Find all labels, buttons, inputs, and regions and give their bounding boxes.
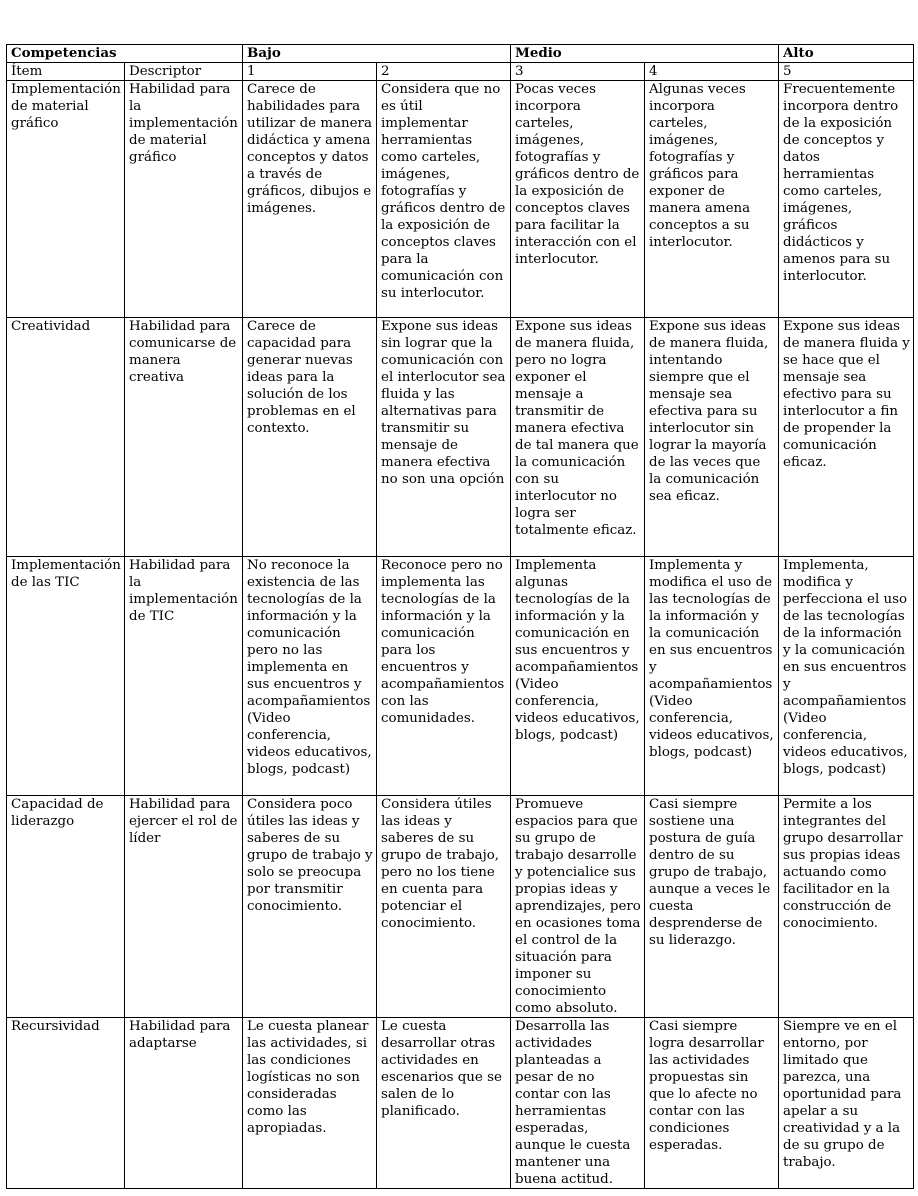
cell-item: Implementación de material gráfico xyxy=(7,81,125,318)
cell-level-2: Considera útiles las ideas y saberes de su grupo de trabajo, pero no los tiene en cuenta para potenciar el conocimiento. xyxy=(377,796,511,1018)
header-bajo: Bajo xyxy=(243,45,511,63)
subheader-level-5: 5 xyxy=(779,63,914,81)
cell-level-4: Casi siempre logra desarrollar las actividades propuestas sin que lo afecte no contar con las condiciones esperadas. xyxy=(645,1018,779,1189)
cell-level-3: Promueve espacios para que su grupo de trabajo desarrolle y potencialice sus propias ideas y aprendizajes, pero en ocasiones toma el control de la situación para imponer su conocimiento como absoluto. xyxy=(511,796,645,1018)
cell-level-1: Le cuesta planear las actividades, si las condiciones logísticas no son consideradas como las apropiadas. xyxy=(243,1018,377,1189)
header-medio: Medio xyxy=(511,45,779,63)
cell-level-1: Carece de capacidad para generar nuevas ideas para la solución de los problemas en el contexto. xyxy=(243,318,377,557)
subheader-level-4: 4 xyxy=(645,63,779,81)
cell-item: Creatividad xyxy=(7,318,125,557)
table-row xyxy=(7,1018,914,1189)
subheader-item: Ítem xyxy=(7,63,125,81)
cell-level-4: Algunas veces incorpora carteles, imágenes, fotografías y gráficos para exponer de manera amena conceptos a su interlocutor. xyxy=(645,81,779,318)
cell-descriptor: Habilidad para la implementación de TIC xyxy=(125,557,243,796)
cell-level-2: Reconoce pero no implementa las tecnologías de la información y la comunicación para los encuentros y acompañamientos con las comunidades. xyxy=(377,557,511,796)
cell-descriptor: Habilidad para comunicarse de manera creativa xyxy=(125,318,243,557)
header-row xyxy=(7,45,914,63)
header-alto: Alto xyxy=(779,45,914,63)
cell-level-1: Carece de habilidades para utilizar de manera didáctica y amena conceptos y datos a través de gráficos, dibujos e imágenes. xyxy=(243,81,377,318)
cell-level-4: Casi siempre sostiene una postura de guía dentro de su grupo de trabajo, aunque a veces le cuesta desprenderse de su liderazgo. xyxy=(645,796,779,1018)
cell-item: Capacidad de liderazgo xyxy=(7,796,125,1018)
rubric-table xyxy=(6,44,914,1189)
cell-level-1: Considera poco útiles las ideas y saberes de su grupo de trabajo y solo se preocupa por transmitir conocimiento. xyxy=(243,796,377,1018)
cell-level-4: Implementa y modifica el uso de las tecnologías de la información y la comunicación en sus encuentros y acompañamientos (Video conferencia, videos educativos, blogs, podcast) xyxy=(645,557,779,796)
cell-level-5: Frecuentemente incorpora dentro de la exposición de conceptos y datos herramientas como carteles, imágenes, gráficos didácticos y amenos para su interlocutor. xyxy=(779,81,914,318)
subheader-row xyxy=(7,63,914,81)
subheader-level-3: 3 xyxy=(511,63,645,81)
cell-level-5: Implementa, modifica y perfecciona el uso de las tecnologías de la información y la comunicación en sus encuentros y acompañamientos (Video conferencia, videos educativos, blogs, podcast) xyxy=(779,557,914,796)
table-row xyxy=(7,557,914,796)
cell-level-4: Expone sus ideas de manera fluida, intentando siempre que el mensaje sea efectiva para su interlocutor sin lograr la mayoría de las veces que la comunicación sea eficaz. xyxy=(645,318,779,557)
cell-item: Recursividad xyxy=(7,1018,125,1189)
cell-level-2: Expone sus ideas sin lograr que la comunicación con el interlocutor sea fluida y las alternativas para transmitir su mensaje de manera efectiva no son una opción xyxy=(377,318,511,557)
cell-descriptor: Habilidad para adaptarse xyxy=(125,1018,243,1189)
table-row xyxy=(7,796,914,1018)
cell-level-3: Expone sus ideas de manera fluida, pero no logra exponer el mensaje a transmitir de manera efectiva de tal manera que la comunicación con su interlocutor no logra ser totalmente eficaz. xyxy=(511,318,645,557)
cell-level-2: Considera que no es útil implementar herramientas como carteles, imágenes, fotografías y gráficos dentro de la exposición de conceptos claves para la comunicación con su interlocutor. xyxy=(377,81,511,318)
cell-level-3: Desarrolla las actividades planteadas a pesar de no contar con las herramientas esperadas, aunque le cuesta mantener una buena actitud. xyxy=(511,1018,645,1189)
cell-level-3: Implementa algunas tecnologías de la información y la comunicación en sus encuentros y acompañamientos (Video conferencia, videos educativos, blogs, podcast) xyxy=(511,557,645,796)
cell-descriptor: Habilidad para ejercer el rol de líder xyxy=(125,796,243,1018)
subheader-level-1: 1 xyxy=(243,63,377,81)
table-row xyxy=(7,318,914,557)
subheader-level-2: 2 xyxy=(377,63,511,81)
cell-level-5: Expone sus ideas de manera fluida y se hace que el mensaje sea efectivo para su interlocutor a fin de propender la comunicación eficaz. xyxy=(779,318,914,557)
subheader-descriptor: Descriptor xyxy=(125,63,243,81)
cell-level-3: Pocas veces incorpora carteles, imágenes, fotografías y gráficos dentro de la exposición de conceptos claves para facilitar la interacción con el interlocutor. xyxy=(511,81,645,318)
cell-level-1: No reconoce la existencia de las tecnologías de la información y la comunicación pero no las implementa en sus encuentros y acompañamientos (Video conferencia, videos educativos, blogs, podcast) xyxy=(243,557,377,796)
table-row xyxy=(7,81,914,318)
header-competencias: Competencias xyxy=(7,45,243,63)
cell-level-5: Siempre ve en el entorno, por limitado que parezca, una oportunidad para apelar a su creatividad y a la de su grupo de trabajo. xyxy=(779,1018,914,1189)
cell-descriptor: Habilidad para la implementación de material gráfico xyxy=(125,81,243,318)
cell-level-5: Permite a los integrantes del grupo desarrollar sus propias ideas actuando como facilitador en la construcción de conocimiento. xyxy=(779,796,914,1018)
cell-level-2: Le cuesta desarrollar otras actividades en escenarios que se salen de lo planificado. xyxy=(377,1018,511,1189)
cell-item: Implementación de las TIC xyxy=(7,557,125,796)
